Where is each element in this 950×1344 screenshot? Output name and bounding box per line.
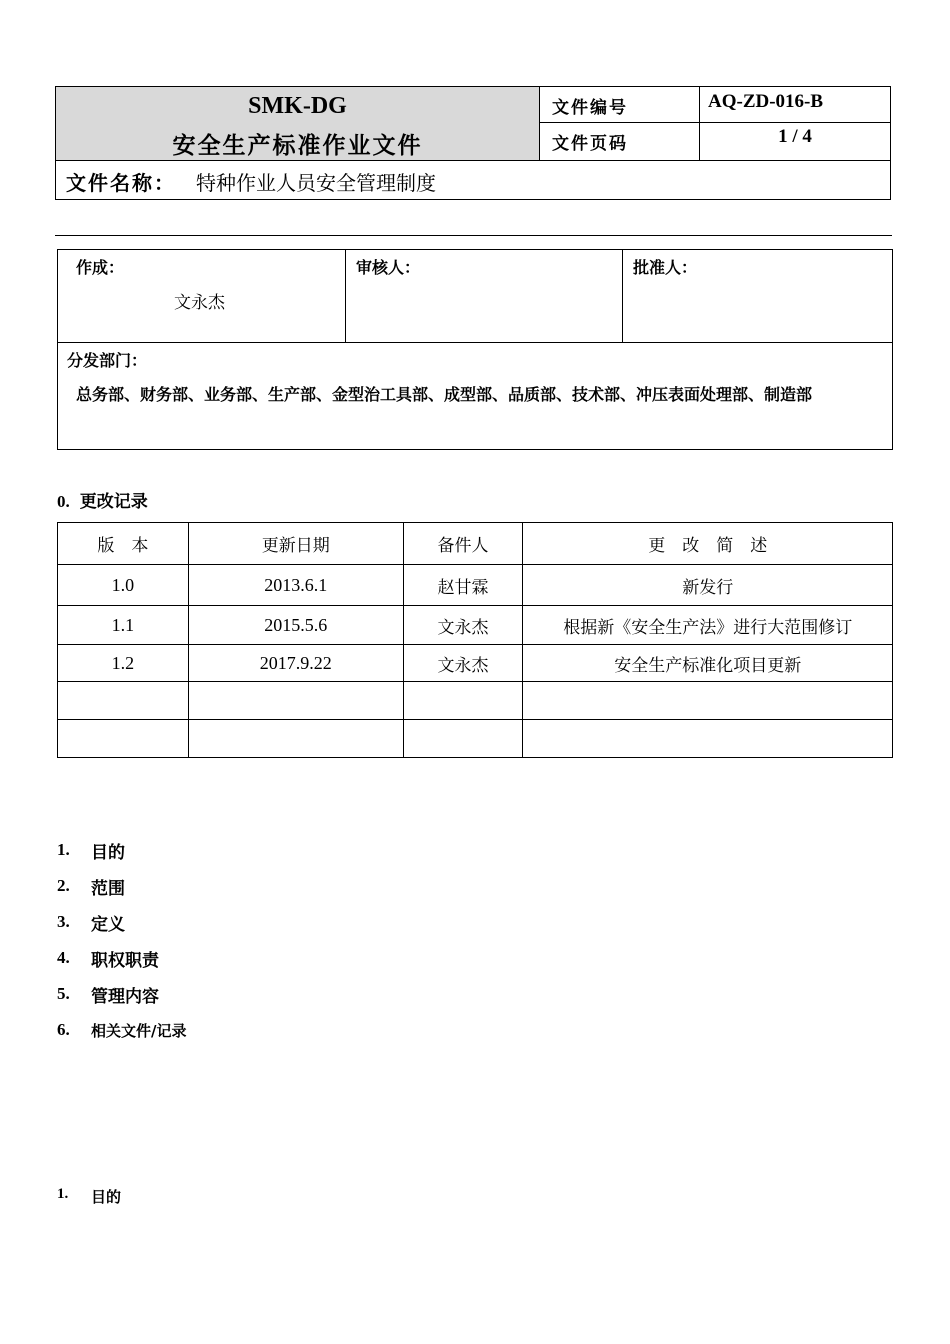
divider bbox=[55, 235, 892, 236]
approval-box bbox=[57, 249, 893, 450]
cell-description: 新发行 bbox=[523, 565, 893, 606]
reviewer-label: 审核人： bbox=[356, 258, 421, 277]
column-header-description: 更 改 简 述 bbox=[523, 523, 893, 565]
toc-item bbox=[57, 940, 186, 976]
cell-version: 1.0 bbox=[58, 565, 189, 606]
section-number: 1. bbox=[57, 1186, 69, 1202]
document-name-row bbox=[56, 161, 890, 199]
document-type: 安全生产标准作业文件 bbox=[172, 133, 423, 159]
section-number: 0. bbox=[57, 492, 70, 511]
distribution-departments: 总务部、财务部、业务部、生产部、金型治工具部、成型部、品质部、技术部、冲压表面处理部、制造部 bbox=[76, 385, 813, 404]
toc-item bbox=[57, 976, 186, 1012]
cell-date bbox=[188, 720, 403, 758]
table-row bbox=[58, 682, 893, 720]
toc-number: 6. bbox=[57, 1020, 70, 1039]
cell-person: 文永杰 bbox=[403, 606, 523, 645]
cell-person bbox=[403, 682, 523, 720]
toc-item bbox=[57, 1012, 186, 1048]
column-header-date: 更新日期 bbox=[188, 523, 403, 565]
section-title: 目的 bbox=[91, 1188, 122, 1206]
doc-number-label: 文件编号 bbox=[540, 87, 700, 123]
reviewer-cell bbox=[346, 250, 623, 342]
cell-date: 2013.6.1 bbox=[188, 565, 403, 606]
approver-label: 批准人： bbox=[633, 258, 698, 277]
toc-title: 定义 bbox=[91, 914, 125, 935]
page-number-value: 1 / 4 bbox=[700, 123, 890, 161]
toc-number: 1. bbox=[57, 840, 70, 859]
table-row bbox=[58, 565, 893, 606]
distribution-label: 分发部门： bbox=[67, 351, 148, 370]
toc-item bbox=[57, 832, 186, 868]
author-name: 文永杰 bbox=[174, 293, 225, 313]
table-row bbox=[58, 720, 893, 758]
toc-item bbox=[57, 904, 186, 940]
toc-title: 职权职责 bbox=[91, 950, 159, 971]
toc-item bbox=[57, 868, 186, 904]
cell-description bbox=[523, 720, 893, 758]
document-name: 特种作业人员安全管理制度 bbox=[196, 171, 436, 195]
cell-description: 根据新《安全生产法》进行大范围修订 bbox=[523, 606, 893, 645]
cell-version bbox=[58, 682, 189, 720]
author-cell bbox=[58, 250, 346, 342]
toc-title: 范围 bbox=[91, 878, 125, 899]
doc-number-value: AQ-ZD-016-B bbox=[700, 87, 890, 123]
document-name-label: 文件名称： bbox=[66, 171, 176, 195]
toc-number: 2. bbox=[57, 876, 70, 895]
cell-description: 安全生产标准化项目更新 bbox=[523, 645, 893, 682]
cell-person: 文永杰 bbox=[403, 645, 523, 682]
table-header-row bbox=[58, 523, 893, 565]
column-header-version: 版 本 bbox=[58, 523, 189, 565]
cell-person bbox=[403, 720, 523, 758]
cell-date bbox=[188, 682, 403, 720]
toc-number: 3. bbox=[57, 912, 70, 931]
distribution-cell bbox=[58, 342, 892, 449]
toc-title: 管理内容 bbox=[91, 986, 159, 1007]
table-row bbox=[58, 645, 893, 682]
cell-version: 1.1 bbox=[58, 606, 189, 645]
toc-number: 5. bbox=[57, 984, 70, 1003]
section-heading-purpose bbox=[57, 1186, 121, 1207]
cell-description bbox=[523, 682, 893, 720]
table-row bbox=[58, 606, 893, 645]
toc-number: 4. bbox=[57, 948, 70, 967]
section-heading-change-log bbox=[57, 487, 148, 512]
company-code: SMK-DG bbox=[248, 93, 347, 119]
cell-date: 2015.5.6 bbox=[188, 606, 403, 645]
approver-cell bbox=[623, 250, 893, 342]
cell-date: 2017.9.22 bbox=[188, 645, 403, 682]
cell-version: 1.2 bbox=[58, 645, 189, 682]
toc-title: 相关文件/记录 bbox=[91, 1021, 187, 1040]
column-header-person: 备件人 bbox=[403, 523, 523, 565]
author-label: 作成： bbox=[76, 258, 125, 277]
header-title-block bbox=[56, 87, 540, 161]
table-of-contents bbox=[57, 832, 186, 1048]
page-number-label: 文件页码 bbox=[540, 123, 700, 161]
document-header bbox=[55, 86, 891, 200]
cell-person: 赵甘霖 bbox=[403, 565, 523, 606]
toc-title: 目的 bbox=[91, 842, 125, 863]
section-title: 更改记录 bbox=[79, 492, 148, 512]
revision-table bbox=[57, 522, 893, 758]
cell-version bbox=[58, 720, 189, 758]
